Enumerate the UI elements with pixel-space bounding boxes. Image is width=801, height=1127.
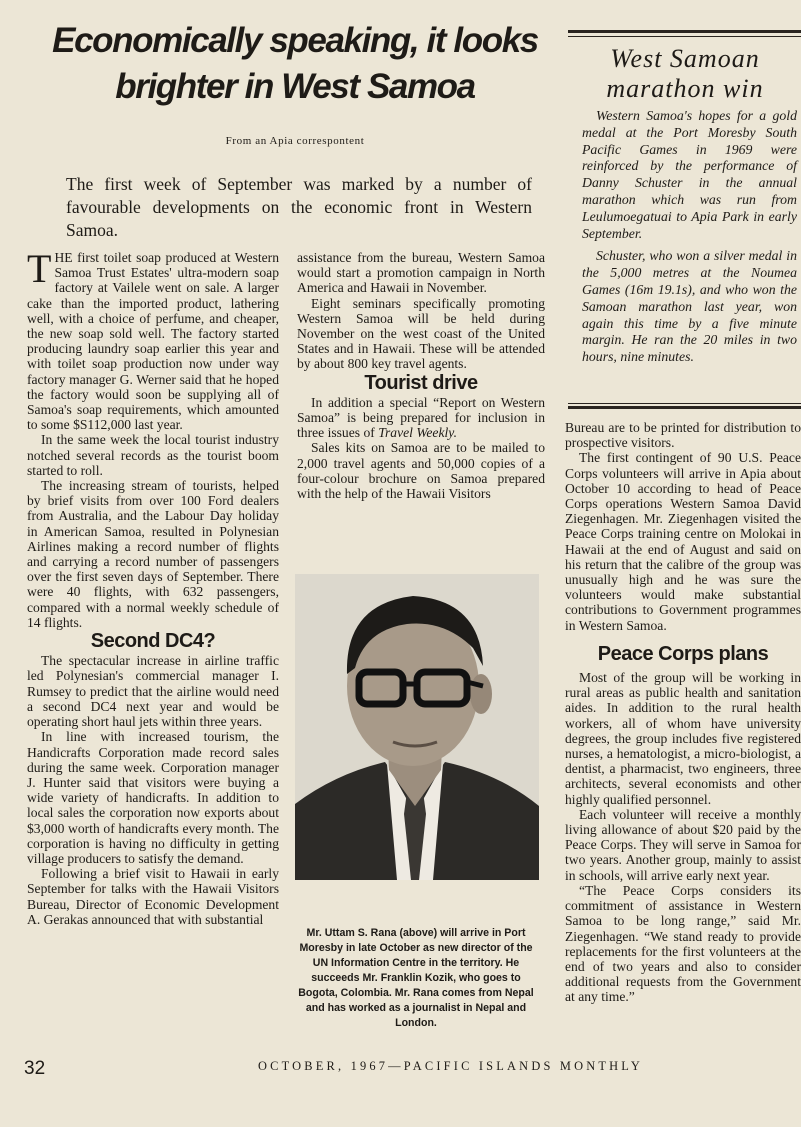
column-3 xyxy=(565,420,801,1050)
paragraph: Western Samoa's hopes for a gold medal at the Port Moresby South Pacific Games in 1969 were reinforced by the performance of Danny Schuster in the annual marathon which was run from Leulumoegatuai to Apia Park in early September. xyxy=(582,108,797,241)
photo-caption: Mr. Uttam S. Rana (above) will arrive in Port Moresby in late October as new director of the UN Information Centre in the territory. He succeeds Mr. Franklin Kozik, who goes to Bogota, Colombia. Mr. Rana comes from Nepal and has worked as a journalist in Nepal and London. xyxy=(298,927,534,1029)
paragraph: In line with increased tourism, the Handicrafts Corporation made record sales during the same week. Corporation manager J. Hunter said that visitors were buying a wide variety of handicrafts. In addition to local sales the corporation now exports about $3,000 worth of handicrafts every month. The corporation is having no difficulty in getting village producers to satisfy the demand. xyxy=(27,729,279,866)
article-standfirst: The first week of September was marked by a number of favourable developments on the economic front in Western Samoa. xyxy=(66,174,532,240)
paragraph: Sales kits on Samoa are to be mailed to 2,000 travel agents and 50,000 copies of a four-colour brochure on Samoa prepared with the help of the Hawaii Visitors xyxy=(297,440,545,502)
column-1 xyxy=(27,250,279,1050)
sidebar-bottom-rule-thick xyxy=(568,406,801,409)
paragraph: The first contingent of 90 U.S. Peace Corps volunteers will arrive in Apia about October 10 according to head of Peace Corps operations Western Samoa David Ziegenhagen. Mr. Ziegenhagen visited the Peace Corps training centre on Molokai in Hawaii at the end of August and said on his return that the calibre of the group was unusually high and he was sure the volunteers would make substantial contributions to Government programmes in Western Samoa. xyxy=(565,450,801,633)
paragraph: In the same week the local tourist industry notched several records as the tourist boom started to roll. xyxy=(27,432,279,478)
column-2 xyxy=(297,250,545,562)
paragraph: THE first toilet soap produced at Western Samoa Trust Estates' ultra-modern soap factory at Vailele went on sale. A larger cake than the imported product, lathering well, with a choice of perfume, and cheaper, the new soap sold well. The factory started producing laundry soap earlier this year and with toilet soap production now under way factory manager G. Werner said that he hoped the factory would soon be supplying all of Samoa's soap requirements, which amounted to some $S112,000 last year. xyxy=(27,250,279,433)
paragraph: Following a brief visit to Hawaii in early September for talks with the Hawaii Visitors Bureau, Director of Economic Development A. Gerakas announced that with substantial xyxy=(27,866,279,927)
subhead-tourist-drive: Tourist drive xyxy=(364,371,478,394)
paragraph: Bureau are to be printed for distribution to prospective visitors. xyxy=(565,420,801,451)
sidebar-title: West Samoan marathon win xyxy=(606,44,764,103)
subhead-second-dc4: Second DC4? xyxy=(90,630,216,653)
issue-line: OCTOBER, 1967—PACIFIC ISLANDS MONTHLY xyxy=(258,1059,643,1073)
portrait-photo xyxy=(295,574,539,880)
sidebar-bottom-rule xyxy=(568,403,801,404)
article-byline: From an Apia correspontent xyxy=(225,135,365,147)
paragraph: Eight seminars specifically promoting Western Samoa will be held during November on the west coast of the United States and in Hawaii. These will be attended by about 800 key travel agents. xyxy=(297,295,545,372)
paragraph: assistance from the bureau, Western Samoa would start a promotion campaign in North America and Hawaii in November. xyxy=(297,250,545,296)
paragraph: “The Peace Corps considers its commitment of assistance in Western Samoa to be long range,” said Mr. Ziegenhagen. “We stand ready to provide replacements for the first volunteers at the end of two years and also to consider additional requests from the Government at any time.” xyxy=(565,882,801,1005)
sidebar-top-rule xyxy=(568,30,801,33)
subhead-peace-corps-plans: Peace Corps plans xyxy=(597,642,769,665)
portrait-illustration xyxy=(295,574,539,880)
article-headline: Economically speaking, it looks brighter in West Samoa xyxy=(52,21,538,106)
paragraph: Most of the group will be working in rural areas as public health and sanitation aides. In addition to the rural health workers, all of whom have university degrees, the group includes five registered nurses, a hematologist, a micro-biologist, a dentist, a pharmacist, two engineers, three architects, several economists and other highly qualified personnel. xyxy=(565,670,801,807)
drop-cap: T xyxy=(27,250,52,291)
paragraph: The increasing stream of tourists, helped by brief visits from over 100 Ford dealers from Australia, and the Labour Day holiday in American Samoa, resulted in Polynesian Airlines making a record number of flights and carrying a record number of passengers over the first seven days of September. There were 40 flights, with 632 passengers, compared with a normal weekly schedule of 14 flights. xyxy=(27,478,279,630)
page-number: 32 xyxy=(24,1058,46,1079)
sidebar-top-rule-thin xyxy=(568,36,801,37)
paragraph: Each volunteer will receive a monthly living allowance of about $20 paid by the Peace Corps. They will serve in Samoa for two years. Another group, mainly to assist in schools, will arrive early next year. xyxy=(565,806,801,883)
paragraph: In addition a special “Report on Western Samoa” is being prepared for inclusion in three issues of Travel Weekly. xyxy=(297,394,545,441)
sidebar-body xyxy=(582,108,797,372)
paragraph: The spectacular increase in airline traffic led Polynesian's commercial manager I. Rumsey to predict that the airline would need a second DC4 next year and would be operating short haul jets within three years. xyxy=(27,653,279,730)
paragraph: Schuster, who won a silver medal in the 5,000 metres at the Noumea Games (16m 19.1s), and who won the Samoan marathon last year, won again this time by a five minute margin. He ran the 20 miles in two hours, nine minutes. xyxy=(582,248,797,365)
